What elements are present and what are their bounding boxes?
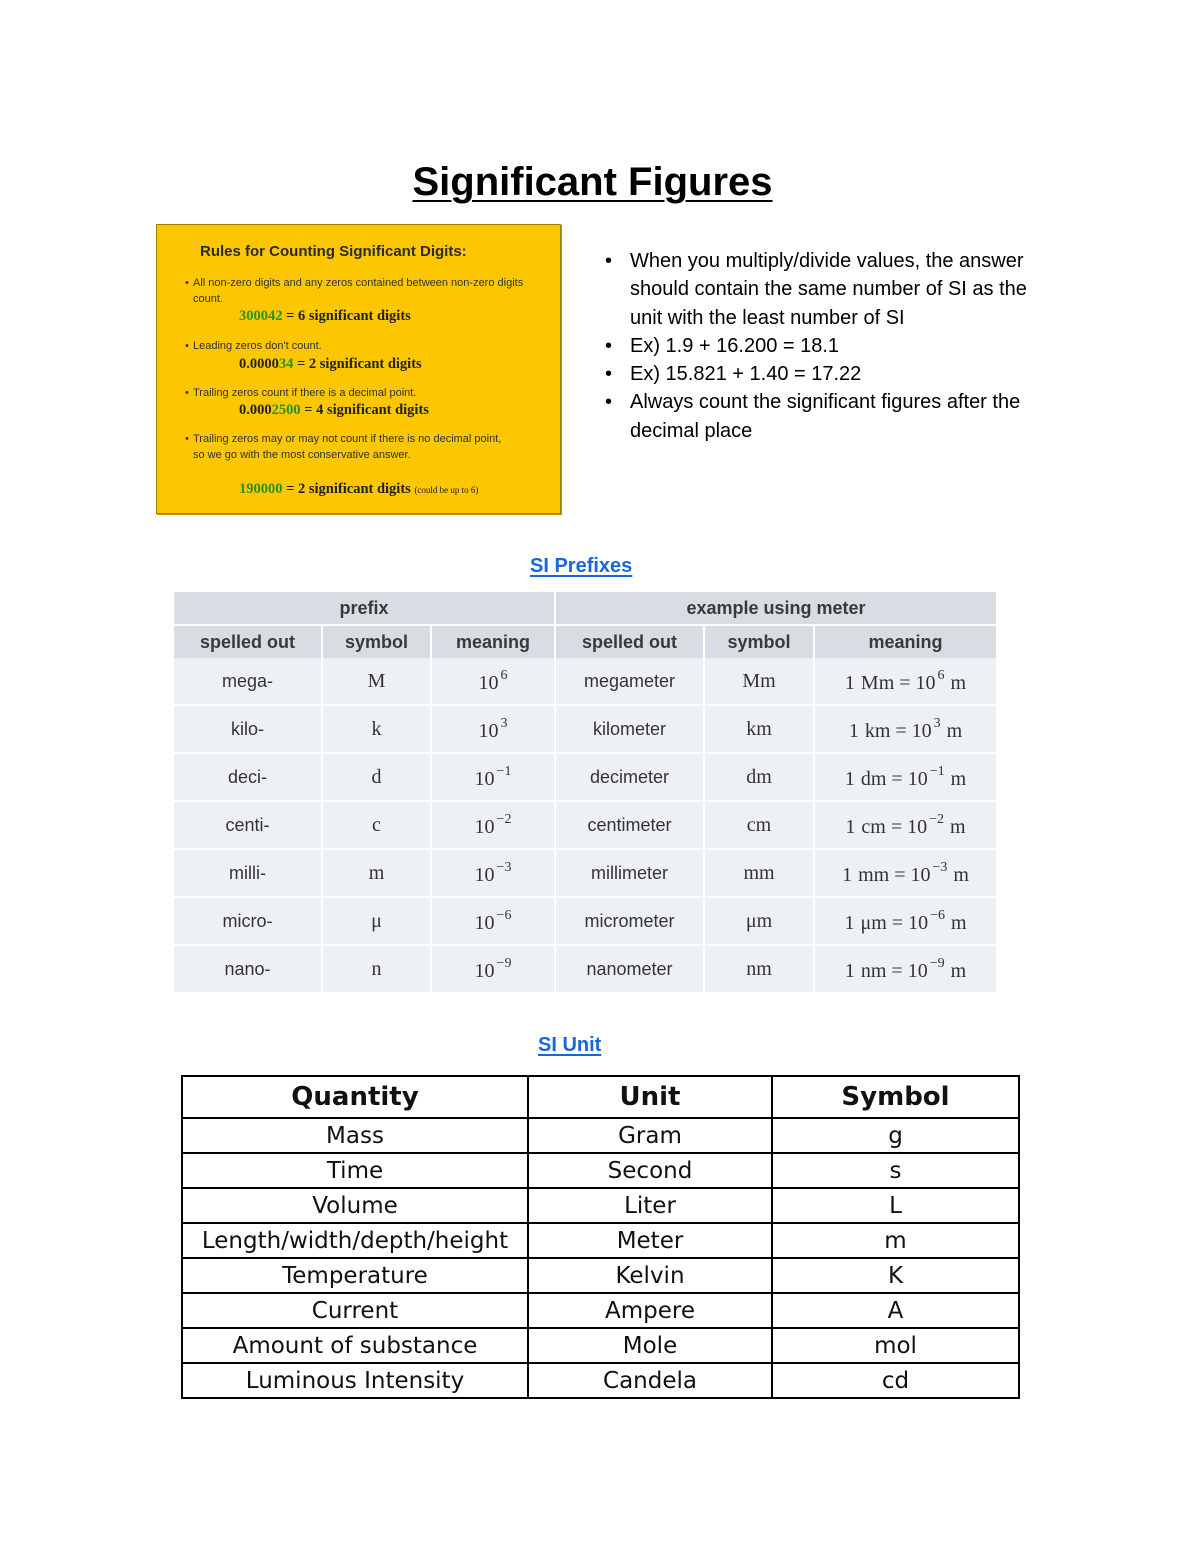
prefix-name: kilo- <box>174 705 322 753</box>
quantity-cell: Current <box>182 1293 528 1328</box>
bullet-dot: • <box>185 433 189 445</box>
table-row <box>174 705 997 753</box>
prefix-name: deci- <box>174 753 322 801</box>
unit-meaning: 1 mm = 10 $^{-3}$ m <box>814 849 997 897</box>
rule-text: Trailing zeros count if there is a decimal point. <box>193 387 417 399</box>
example-number: 2500 <box>271 402 301 418</box>
column-header-quantity: Quantity <box>182 1076 528 1118</box>
rule-3-example <box>239 402 429 419</box>
example-result: = 6 significant digits <box>282 308 411 324</box>
si-prefixes-table <box>174 592 998 994</box>
symbol-cell: mol <box>772 1328 1019 1363</box>
bullet-dot: • <box>605 250 613 272</box>
prefix-name: mega- <box>174 658 322 705</box>
prefix-symbol: k <box>322 705 431 753</box>
table-row <box>182 1223 1019 1258</box>
prefix-symbol: d <box>322 753 431 801</box>
example-prefix: 0.0000 <box>239 356 279 372</box>
bullet-dot: • <box>605 334 613 357</box>
unit-cell: Gram <box>528 1118 772 1153</box>
rule-2-example <box>239 356 422 373</box>
prefix-meaning: 10 $^3$ <box>431 705 555 753</box>
rule-2 <box>185 338 533 354</box>
bullet-text: When you multiply/divide values, the answer should contain the same number of SI as the unit with the least number of SI <box>630 250 1027 329</box>
symbol-cell: A <box>772 1293 1019 1328</box>
quantity-cell: Volume <box>182 1188 528 1223</box>
unit-meaning: 1 nm = 10 $^{-9}$ m <box>814 945 997 993</box>
bullet-item <box>605 332 1035 360</box>
unit-meaning: 1 dm = 10 $^{-1}$ m <box>814 753 997 801</box>
unit-cell: Kelvin <box>528 1258 772 1293</box>
prefix-name: centi- <box>174 801 322 849</box>
bullet-text: Ex) 15.821 + 1.40 = 17.22 <box>630 363 862 386</box>
example-number: 34 <box>278 356 294 372</box>
prefix-meaning: 10 $^{-6}$ <box>431 897 555 945</box>
unit-name: kilometer <box>555 705 704 753</box>
prefix-name: milli- <box>174 849 322 897</box>
rule-1-example <box>239 308 411 325</box>
bullet-dot: • <box>605 363 613 386</box>
symbol-cell: m <box>772 1223 1019 1258</box>
unit-name: nanometer <box>555 945 704 993</box>
table-row <box>174 849 997 897</box>
example-result: = 2 significant digits <box>293 356 422 372</box>
rule-text: Trailing zeros may or may not count if there is no decimal point, so we go with the most conservative answer. <box>193 433 502 461</box>
page-title: Significant Figures <box>412 160 773 204</box>
unit-cell: Second <box>528 1153 772 1188</box>
unit-cell: Liter <box>528 1188 772 1223</box>
unit-cell: Candela <box>528 1363 772 1398</box>
unit-name: decimeter <box>555 753 704 801</box>
symbol-cell: s <box>772 1153 1019 1188</box>
column-header: spelled out <box>555 625 704 658</box>
prefix-symbol: M <box>322 658 431 705</box>
group-header-example: example using meter <box>555 592 997 625</box>
column-header: symbol <box>322 625 431 658</box>
prefix-meaning: 10 $^{-9}$ <box>431 945 555 993</box>
prefix-meaning: 10 $^{-3}$ <box>431 849 555 897</box>
prefix-meaning: 10 $^{-2}$ <box>431 801 555 849</box>
example-number: 190000 <box>239 481 283 497</box>
quantity-cell: Mass <box>182 1118 528 1153</box>
unit-symbol: dm <box>704 753 814 801</box>
column-header: meaning <box>814 625 997 658</box>
bullet-text: Ex) 1.9 + 16.200 = 18.1 <box>630 334 840 357</box>
quantity-cell: Amount of substance <box>182 1328 528 1363</box>
example-result: = 2 significant digits <box>282 481 415 497</box>
quantity-cell: Luminous Intensity <box>182 1363 528 1398</box>
symbol-cell: L <box>772 1188 1019 1223</box>
table-row <box>174 658 997 705</box>
rule-4-example <box>239 481 478 498</box>
unit-symbol: cm <box>704 801 814 849</box>
prefix-symbol: c <box>322 801 431 849</box>
quantity-cell: Length/width/depth/height <box>182 1223 528 1258</box>
quantity-cell: Temperature <box>182 1258 528 1293</box>
column-header-unit: Unit <box>528 1076 772 1118</box>
rules-heading: Rules for Counting Significant Digits: <box>200 243 467 260</box>
unit-name: centimeter <box>555 801 704 849</box>
rule-1 <box>185 275 533 307</box>
unit-meaning: 1 cm = 10 $^{-2}$ m <box>814 801 997 849</box>
table-row <box>182 1293 1019 1328</box>
table-row <box>182 1153 1019 1188</box>
prefix-name: nano- <box>174 945 322 993</box>
table-row <box>174 801 997 849</box>
bullet-item <box>605 360 1035 388</box>
prefix-symbol: m <box>322 849 431 897</box>
si-unit-heading[interactable]: SI Unit <box>538 1034 602 1056</box>
bullet-dot: • <box>185 340 189 352</box>
table-row <box>182 1328 1019 1363</box>
rule-text: Leading zeros don't count. <box>193 340 322 352</box>
unit-cell: Meter <box>528 1223 772 1258</box>
rules-box <box>156 224 561 514</box>
symbol-cell: cd <box>772 1363 1019 1398</box>
table-row <box>174 945 997 993</box>
quantity-cell: Time <box>182 1153 528 1188</box>
table-row <box>182 1363 1019 1398</box>
prefix-name: micro- <box>174 897 322 945</box>
unit-meaning: 1 μm = 10 $^{-6}$ m <box>814 897 997 945</box>
example-prefix: 0.000 <box>239 402 272 418</box>
unit-name: millimeter <box>555 849 704 897</box>
prefix-meaning: 10 $^6$ <box>431 658 555 705</box>
symbol-cell: g <box>772 1118 1019 1153</box>
column-header: symbol <box>704 625 814 658</box>
unit-symbol: nm <box>704 945 814 993</box>
example-note: (could be up to 6) <box>414 485 479 495</box>
unit-symbol: μm <box>704 897 814 945</box>
table-row <box>182 1188 1019 1223</box>
bullet-item <box>605 247 1035 332</box>
table-row <box>174 897 997 945</box>
prefix-symbol: n <box>322 945 431 993</box>
unit-symbol: km <box>704 705 814 753</box>
example-result: = 4 significant digits <box>300 402 429 418</box>
column-header: spelled out <box>174 625 322 658</box>
group-header-prefix: prefix <box>174 592 555 625</box>
unit-symbol: mm <box>704 849 814 897</box>
unit-meaning: 1 km = 10 $^3$ m <box>814 705 997 753</box>
bullet-text: Always count the significant figures after the decimal place <box>630 391 1021 442</box>
unit-symbol: Mm <box>704 658 814 705</box>
bullet-item <box>605 388 1035 445</box>
bullet-dot: • <box>185 387 189 399</box>
column-header: meaning <box>431 625 555 658</box>
rule-text: All non-zero digits and any zeros contained between non-zero digits count. <box>193 277 524 305</box>
symbol-cell: K <box>772 1258 1019 1293</box>
bullet-list <box>605 247 1035 445</box>
column-header-symbol: Symbol <box>772 1076 1019 1118</box>
si-prefixes-heading[interactable]: SI Prefixes <box>530 555 633 577</box>
table-row <box>174 753 997 801</box>
table-row <box>182 1118 1019 1153</box>
unit-name: megameter <box>555 658 704 705</box>
unit-cell: Ampere <box>528 1293 772 1328</box>
unit-meaning: 1 Mm = 10 $^6$ m <box>814 658 997 705</box>
si-unit-table <box>181 1075 1020 1399</box>
unit-name: micrometer <box>555 897 704 945</box>
prefix-symbol: μ <box>322 897 431 945</box>
bullet-dot: • <box>185 277 189 289</box>
example-number: 300042 <box>239 308 283 324</box>
table-row <box>182 1258 1019 1293</box>
rule-3 <box>185 385 533 401</box>
rule-4 <box>185 431 513 463</box>
unit-cell: Mole <box>528 1328 772 1363</box>
bullet-dot: • <box>605 391 613 414</box>
prefix-meaning: 10 $^{-1}$ <box>431 753 555 801</box>
